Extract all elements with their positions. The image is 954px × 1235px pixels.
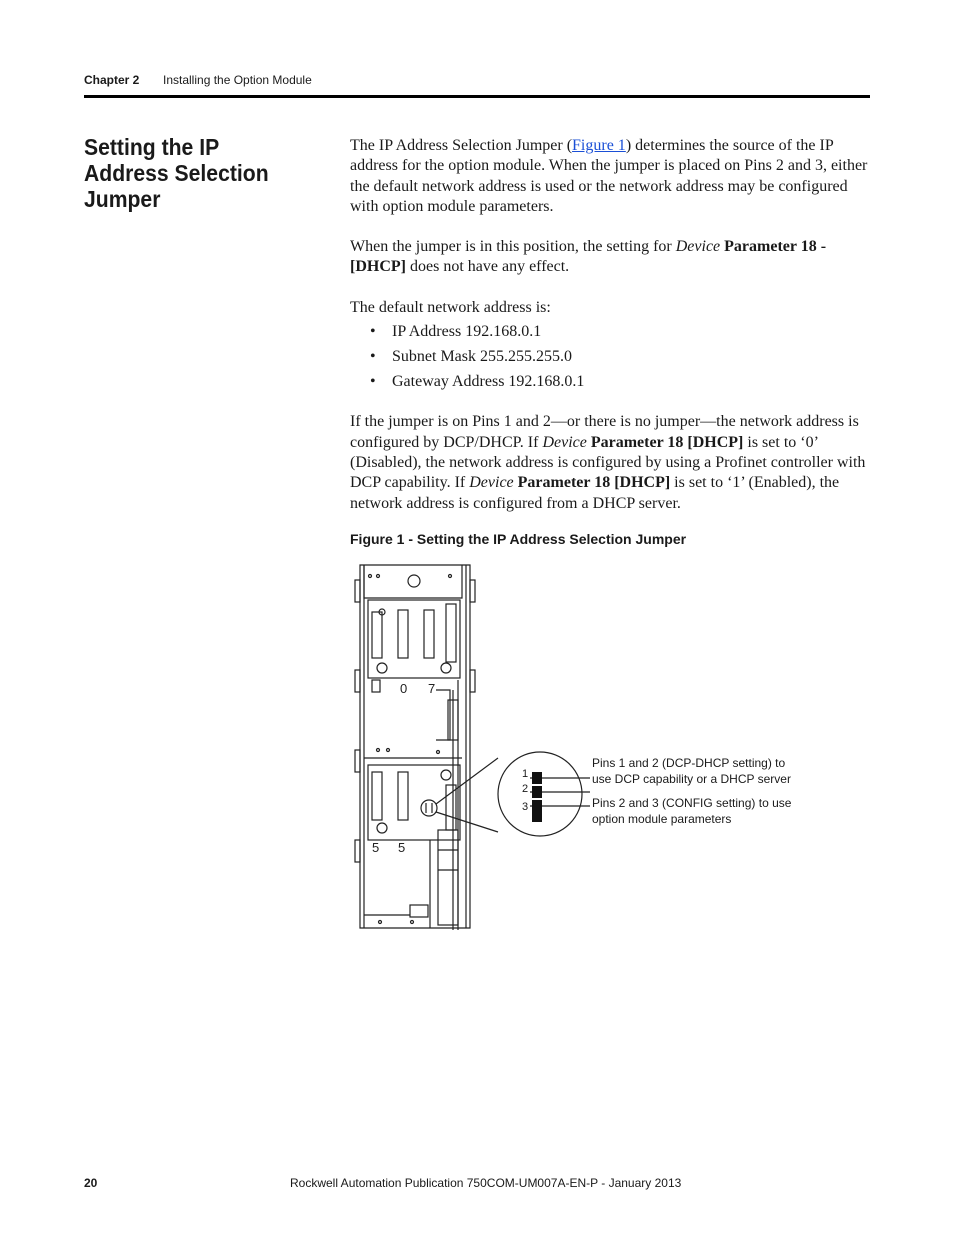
svg-text:5: 5 xyxy=(372,840,380,855)
svg-text:5: 5 xyxy=(398,840,406,855)
intro-paragraph: The IP Address Selection Jumper (Figure 1) determines the source of the IP address for the option module. When the jumper is placed on Pins 2 and 3, either the default network address is used or the network address may be configured with option module parameters. xyxy=(350,137,868,215)
jumper-effect-paragraph: When the jumper is in this position, the setting for Device Parameter 18 - [DHCP] does not have any effect. xyxy=(350,238,827,276)
header-section: Installing the Option Module xyxy=(163,73,312,87)
option-module-drawing xyxy=(350,560,590,935)
running-header xyxy=(84,73,312,87)
pin-label-1: 1 xyxy=(522,768,529,780)
svg-text:7: 7 xyxy=(428,681,436,696)
list-item: • Subnet Mask 255.255.255.0 xyxy=(350,347,870,367)
callout-pins-1-2: Pins 1 and 2 (DCP-DHCP setting) to use DCP capability or a DHCP server xyxy=(592,756,791,786)
figure-1-link[interactable]: Figure 1 xyxy=(572,137,626,154)
page-number: 20 xyxy=(84,1176,98,1190)
list-item: • Gateway Address 192.168.0.1 xyxy=(350,372,870,392)
svg-text:0: 0 xyxy=(400,681,408,696)
pin-label-3: 3 xyxy=(522,801,529,813)
pin-label-2: 2 xyxy=(522,783,529,795)
header-rule xyxy=(84,95,870,98)
body-text xyxy=(350,136,870,534)
list-item: • IP Address 192.168.0.1 xyxy=(350,322,870,342)
dhcp-paragraph: If the jumper is on Pins 1 and 2—or there is no jumper—the network address is configured by DCP/DHCP. If Device Parameter 18 [DHCP] is set to ‘0’ (Disabled), the network address is configured by using a Profinet controller with DCP capability. If Device Parameter 18 [DHCP] is set to ‘1’ (Enabled), the network address is configured from a DHCP server. xyxy=(350,413,866,512)
figure-caption: Figure 1 - Setting the IP Address Selection Jumper xyxy=(350,531,687,547)
section-title: Setting the IP Address Selection Jumper xyxy=(84,134,269,212)
callout-pins-2-3: Pins 2 and 3 (CONFIG setting) to use option module parameters xyxy=(592,796,792,826)
header-chapter: Chapter 2 xyxy=(84,73,140,87)
default-address-list xyxy=(350,322,870,392)
publication-footer: Rockwell Automation Publication 750COM-UM007A-EN-P - January 2013 xyxy=(290,1176,682,1190)
default-address-intro: The default network address is: xyxy=(350,298,551,316)
